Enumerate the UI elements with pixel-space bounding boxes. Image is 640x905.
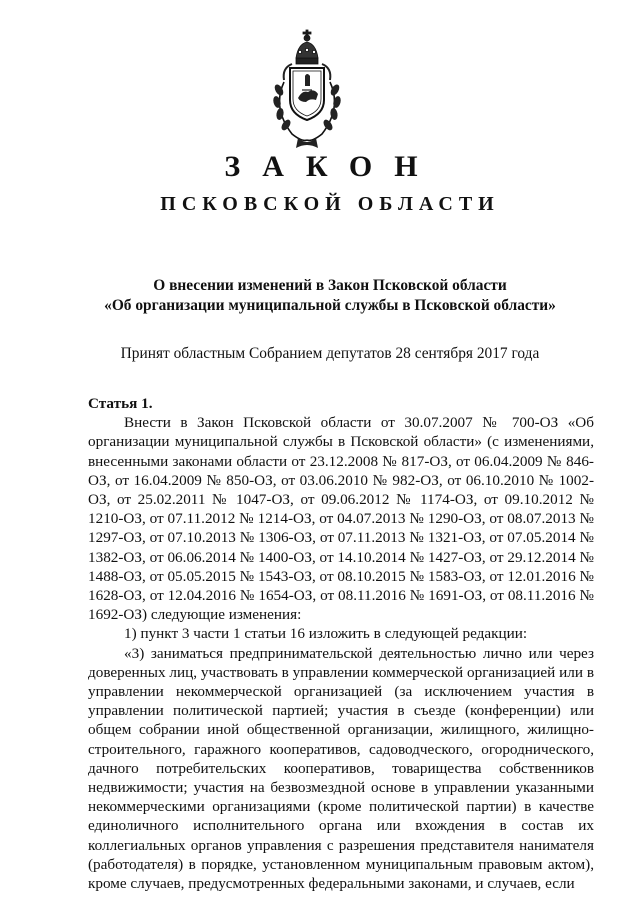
amendment-item-1: 1) пункт 3 части 1 статьи 16 изложить в следующей редакции: xyxy=(124,625,528,643)
document-title: ЗАКОН xyxy=(224,150,440,183)
law-subject-line-2: «Об организации муниципальной службы в Псковской области» xyxy=(104,297,556,314)
amendment-quote-paragraph: «3) заниматься предпринимательской деятельностью лично или через доверенных лиц, участвовать в управлении коммерческой организацией или в управлении некоммерческой организацией (за исключением участия в управлении политической партией; участия в съезде (конференции) или общем собрании иной общественной организации, жилищного, жилищно-строительного, гаражного кооперативов, садоводческого, огороднического, дачного потребительских кооперативов, товарищества собственников недвижимости; участия на безвозмездной основе в управлении указанными некоммерческими организациями (кроме политической партии) в качестве единоличного исполнительного органа или вхождения в состав их коллегиальных органов управления с разрешения представителя нанимателя (работодателя) в порядке, установленном муниципальным правовым актом), кроме случаев, предусмотренных федеральными законами, и случаев, если xyxy=(88,644,594,893)
adoption-note: Принят областным Собранием депутатов 28 сентября 2017 года xyxy=(120,345,540,362)
pskov-coat-of-arms-icon xyxy=(262,28,352,152)
document-region: ПСКОВСКОЙ ОБЛАСТИ xyxy=(160,193,500,215)
article-1 xyxy=(88,394,594,893)
law-subject xyxy=(60,276,600,316)
law-subject-line-1: О внесении изменений в Закон Псковской области xyxy=(153,277,507,294)
article-intro-paragraph: Внести в Закон Псковской области от 30.07.2007 № 700-ОЗ «Об организации муниципальной службы в Псковской области» (с изменениями, внесенными законами области от 23.12.2008 № 817-ОЗ, от 06.04.2009 № 846-ОЗ, от 16.04.2009 № 850-ОЗ, от 03.06.2010 № 982-ОЗ, от 06.10.2010 № 1002-ОЗ, от 25.02.2011 № 1047-ОЗ, от 09.06.2012 № 1174-ОЗ, от 09.10.2012 № 1210-ОЗ, от 07.11.2012 № 1214-ОЗ, от 04.07.2013 № 1290-ОЗ, от 08.07.2013 № 1297-ОЗ, от 07.10.2013 № 1306-ОЗ, от 07.11.2013 № 1321-ОЗ, от 07.05.2014 № 1382-ОЗ, от 06.06.2014 № 1400-ОЗ, от 14.10.2014 № 1427-ОЗ, от 29.12.2014 № 1488-ОЗ, от 05.05.2015 № 1543-ОЗ, от 08.10.2015 № 1583-ОЗ, от 12.01.2016 № 1628-ОЗ, от 12.04.2016 № 1654-ОЗ, от 08.11.2016 № 1691-ОЗ, от 08.11.2016 № 1692-ОЗ) следующие изменения: xyxy=(88,414,594,624)
article-heading: Статья 1. xyxy=(88,395,153,412)
